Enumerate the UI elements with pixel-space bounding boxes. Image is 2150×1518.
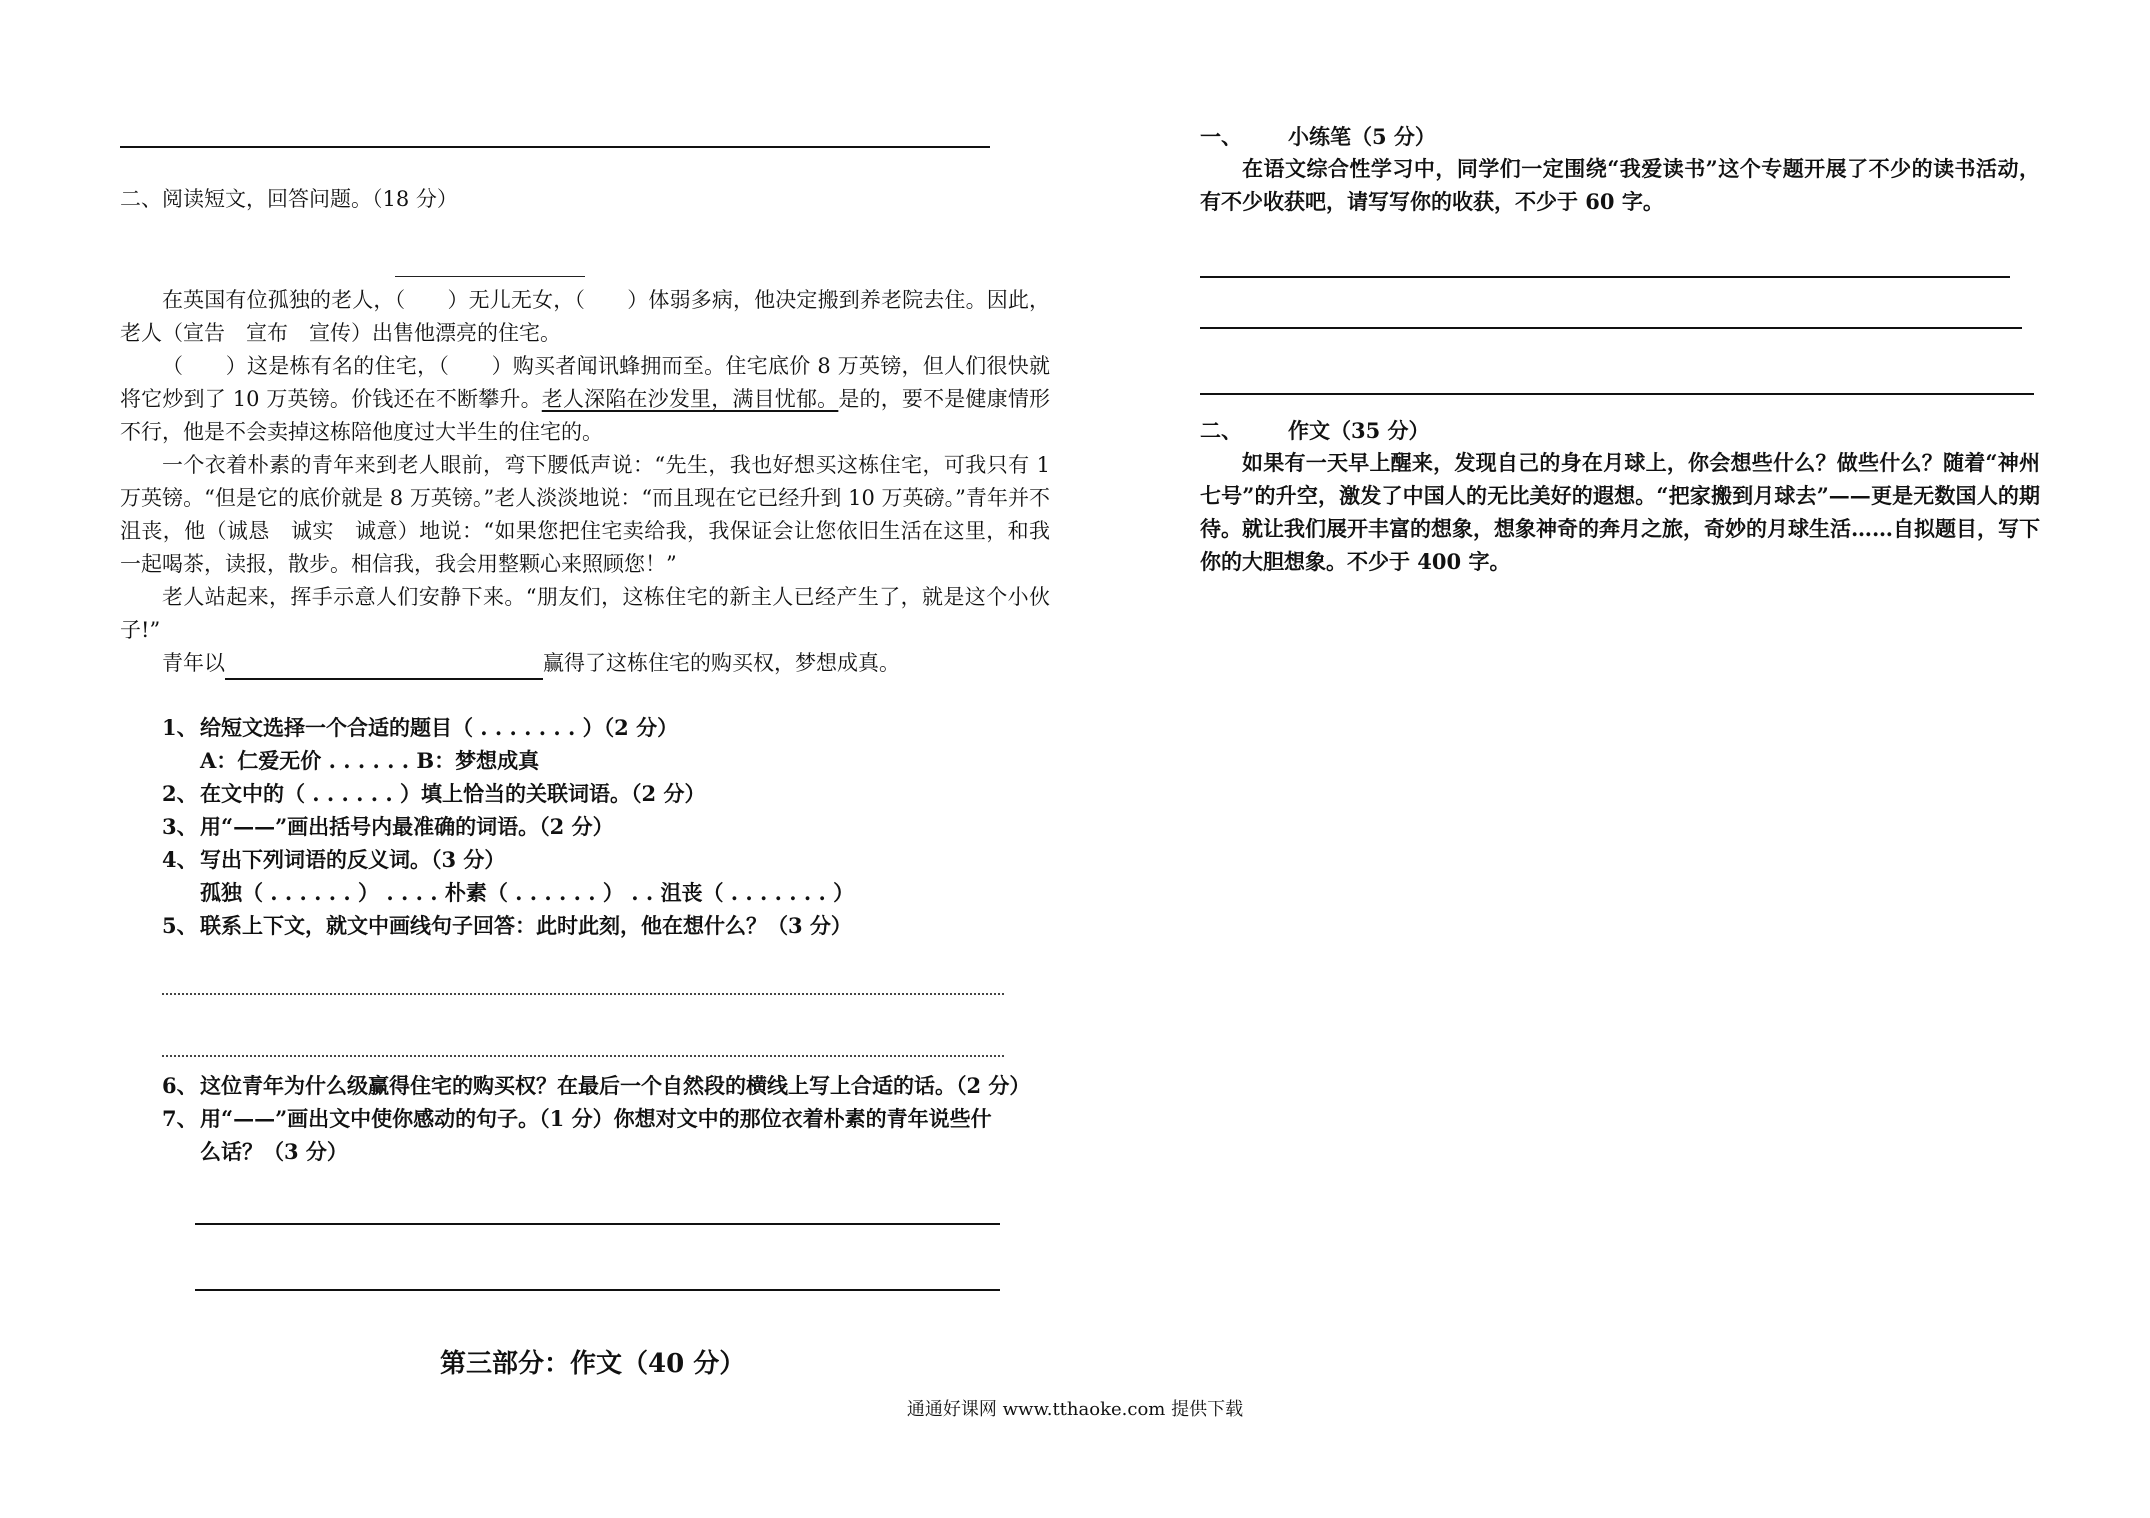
q5-answer-line-1[interactable]	[162, 993, 1004, 995]
question-7	[162, 1103, 992, 1133]
q5-answer-line-2[interactable]	[162, 1055, 1004, 1057]
question-number: 1、	[162, 715, 198, 740]
question-number: 2、	[162, 781, 198, 806]
question-text: 用“——”画出括号内最准确的词语。（2 分）	[200, 814, 614, 839]
question-1-options	[162, 745, 539, 775]
question-text: 联系上下文，就文中画线句子回答：此时此刻，他在想什么？（3 分）	[200, 913, 852, 938]
question-number: 5、	[162, 913, 198, 938]
right-section2-number: 二、	[1200, 418, 1242, 443]
title-blank-line	[395, 276, 585, 277]
question-text: 么话？（3 分）	[200, 1139, 348, 1164]
passage-p2-text-end: 是的，要不是健康情形不行，他是不会卖掉这栋陪他度过大半生的住宅的。	[120, 387, 1051, 444]
question-text: 写出下列词语的反义词。（3 分）	[200, 847, 506, 872]
right-section2-title: 作文（35 分）	[1288, 418, 1430, 443]
passage-p5-blank[interactable]	[225, 650, 543, 680]
practice-answer-line-2[interactable]	[1200, 327, 2022, 329]
part3-heading: 第三部分：作文（40 分）	[440, 1349, 746, 1379]
passage-underlined-sentence: 老人深陷在沙发里，满目忧郁。	[541, 387, 839, 411]
right-section1-body: 在语文综合性学习中，同学们一定围绕“我爱读书”这个专题开展了不少的读书活动，有不少收获吧，请写写你的收获，不少于 60 字。	[1200, 156, 2040, 214]
question-text: 在文中的（ . . . . . . ）填上恰当的关联词语。（2 分）	[200, 781, 706, 806]
question-4	[162, 844, 505, 874]
question-number: 7、	[162, 1106, 198, 1131]
passage-paragraph-2	[120, 350, 1050, 449]
question-6	[162, 1070, 1030, 1100]
question-number: 4、	[162, 847, 198, 872]
question-text: A：仁爱无价 . . . . . . B：梦想成真	[200, 748, 540, 773]
question-7-cont	[162, 1136, 348, 1166]
passage-p5-before: 青年以	[162, 651, 225, 675]
section2-heading: 二、阅读短文，回答问题。（18 分）	[120, 187, 458, 211]
question-5	[162, 910, 852, 940]
practice-answer-line-3[interactable]	[1200, 393, 2034, 395]
passage-paragraph-4: 老人站起来，挥手示意人们安静下来。“朋友们，这栋住宅的新主人已经产生了，就是这个小伙子!”	[120, 585, 1050, 642]
passage-p2-text: （ ）这是栋有名的住宅，（ ）购买者闻讯蜂拥而至。住宅底价 8 万英镑，但人们很快就将它炒到了 10 万英镑。价钱还在不断攀升。	[120, 354, 1050, 411]
question-4-words	[162, 877, 854, 907]
passage-paragraph-5	[162, 647, 900, 680]
question-number: 3、	[162, 814, 198, 839]
passage-paragraph-1: 在英国有位孤独的老人，（ ）无儿无女，（ ）体弱多病，他决定搬到养老院去住。因此，老人（宣告 宣布 宣传）出售他漂亮的住宅。	[120, 288, 1050, 345]
q7-answer-line-1[interactable]	[195, 1223, 1000, 1225]
top-answer-line	[120, 146, 990, 148]
question-text: 给短文选择一个合适的题目（ . . . . . . . ）（2 分）	[200, 715, 679, 740]
question-text: 用“——”画出文中使你感动的句子。（1 分）你想对文中的那位衣着朴素的青年说些什	[200, 1106, 992, 1131]
passage-paragraph-3: 一个衣着朴素的青年来到老人眼前，弯下腰低声说：“先生，我也好想买这栋住宅，可我只有 1 万英镑。“但是它的底价就是 8 万英镑。”老人淡淡地说：“而且现在它已经升到 10 万英磅。”青年并不沮丧，他（诚恳 诚实 诚意）地说：“如果您把住宅卖给我，我保证会让您依旧生活在这里，和我一起喝茶，读报，散步。相信我，我会用整颗心来照顾您！”	[120, 453, 1050, 576]
q7-answer-line-2[interactable]	[195, 1289, 1000, 1291]
right-section2-body: 如果有一天早上醒来，发现自己的身在月球上，你会想些什么？做些什么？随着“神州七号”的升空，激发了中国人的无比美好的遐想。“把家搬到月球去”——更是无数国人的期待。就让我们展开丰富的想象，想象神奇的奔月之旅，奇妙的月球生活……自拟题目，写下你的大胆想象。不少于 400 字。	[1200, 450, 2040, 574]
question-2	[162, 778, 705, 808]
passage-p5-after: 赢得了这栋住宅的购买权，梦想成真。	[543, 651, 900, 675]
question-text: 这位青年为什么级赢得住宅的购买权？在最后一个自然段的横线上写上合适的话。（2 分）	[200, 1073, 1031, 1098]
right-section1-number: 一、	[1200, 124, 1242, 149]
footer-credit: 通通好课网 www.tthaoke.com 提供下载	[906, 1399, 1244, 1420]
question-3	[162, 811, 614, 841]
right-section1-title: 小练笔（5 分）	[1288, 124, 1436, 149]
question-1	[162, 712, 678, 742]
question-number: 6、	[162, 1073, 198, 1098]
question-text: 孤独（ . . . . . . ） . . . . 朴素（ . . . . . . ） . . 沮丧（ . . . . . . . ）	[200, 880, 855, 905]
practice-answer-line-1[interactable]	[1200, 276, 2010, 278]
